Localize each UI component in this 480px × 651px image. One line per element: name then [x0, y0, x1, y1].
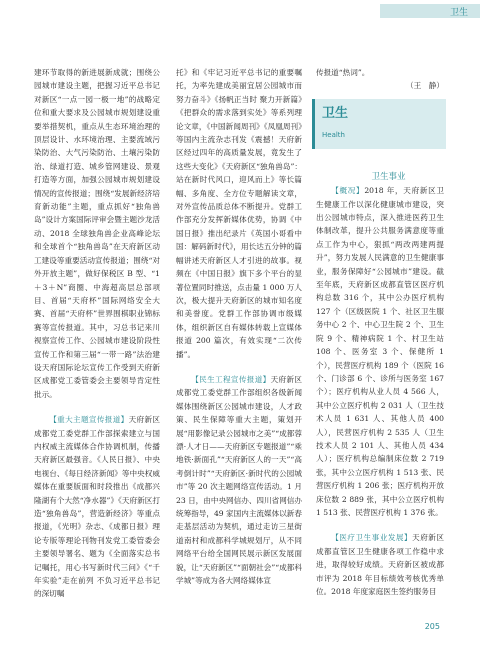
- paragraph: [34, 413, 160, 601]
- paragraph: [316, 531, 444, 598]
- section-tag: 【民生工程宣传报道】: [191, 374, 271, 384]
- column-1: [34, 66, 160, 601]
- section-heading: [316, 99, 444, 167]
- section-title: 卫生: [322, 105, 349, 121]
- paragraph: [176, 373, 302, 588]
- section-tag: 【医疗卫生事业发展】: [331, 533, 413, 543]
- paragraph: [316, 184, 444, 519]
- column-3: [316, 66, 444, 598]
- paragraph-text: 天府新区成都直管区卫生健康各项工作稳中求进，取得较好成绩。天府新区被成都市评为 2018 年目标绩效考核优秀单位。2018 年度家庭医生签约服务目: [316, 533, 444, 596]
- header-label: 卫生: [449, 8, 468, 18]
- section-tag: 【重大主题宣传报道】: [49, 415, 129, 425]
- paragraph-text: 天府新区成都党工委党群工作部组织各级新闻媒体围绕新区公园城市建设，人才政策、民生保障等重大主题，策划开展“用影像记录公园城市之美”“成都蓉漂·人才日——天府新区专题报道”“乘地铁·新面孔”“天府新区人的一天”“高考倒计时”“天府新区·新时代的公园城市”等 20 次主题网络宣传活动。1 月 23 日，由中央网信办、四川省网信办统筹指导，49 家国内主流媒体以新春走基层活动为契机，通过走访三星街道南村和成都科学城规划厅，从不同网络平台给全国网民展示新区发展面貌，让“天府新区”“面朝社会”“成都科学城”等成为各大网络媒体宣: [176, 374, 303, 586]
- section-tag: 【概况】: [331, 186, 365, 196]
- page-number: 205: [424, 622, 440, 631]
- paragraph-text: 天府新区成都党工委党群工作部探索建立与国内权威主流媒体合作协调机制，传播天府新区最强音。《人民日报》、中央电视台、《每日经济新闻》等中央权威媒体在重要版面和时段推出《成都兴隆湖有个大然“净水器”》《天府新区打造“独角兽岛”，营造新经济》等重点报道，《光明》杂志、《成都日报》理论专版等理论刊物刊发党工委管委会主要领导署名、题为《全面落实总书记嘱托，用心书写新时代三问》《“千年实验”走在前列 不负习近平总书记的深切嘱: [34, 415, 161, 599]
- paragraph-text: 2018 年，天府新区卫生健康工作以深化健康城市建设，突出公园城市特点，深入推进医药卫生体制改革，提升公共服务满意度等重点工作为中心，狠抓“两改两建两提升”，努力发展人民满意的卫生健康事业，服务保障好“公园城市”建设。截至年底，天府新区成都直管区医疗机构总数 316 个，其中公办医疗机构 127 个（区级医院 1 个、社区卫生服务中心 2 个、中心卫生院 2 个、卫生院 9 个、精神病院 1 个、村卫生站 108 个、医务室 3 个、保健所 1 个），民营医疗机构 189 个（医院 16 个、门诊部 6 个、诊所与医务室 167 个）；医疗机构从业人员 4 566 人，其中公立医疗机构 2 031 人（卫生技术人员 1 631 人、其他人员 400 人），民营医疗机构 2 535 人（卫生技术人员 2 101 人、其他人员 434 人）；医疗机构总编制床位数 2 719 张，其中公立医疗机构 1 513 张、民营医疗机构 1 206 张；医疗机构开放床位数 2 889 张，其中公立医疗机构 1 513 张、民营医疗机构 1 376 张。: [316, 186, 444, 517]
- paragraph: 建环节取得的新进展新成就；围绕公园城市建设主题，把握习近平总书记对新区“一点一园一极一地”的战略定位和重大要求及公园城市规划建设重要举措契机，重点从生态环境治理的顶层设计、水环境治理、主要流域污染防治、大气污染防治、土壤污染防治、绿道打造、城乡管网建设、景观打造等方面，加强公园城市规划建设情况的宣传报道；围绕“发展新经济培育新动能”主题，重点抓好“独角兽岛”设计方案国际评审会暨主题沙龙活动、2018 全球独角兽企业高峰论坛和全球首个“独角兽岛”在天府新区动工建设等重要活动宣传报道；围绕“对外开放主题”，做好保税区 B 型、“1＋3＋N”商圈、中海超高层总部项目、首届“天府杯”国际网络安全大赛、首届“天府杯”世界围棋职业锦标赛等宣传报道。其中，习总书记来川视察宣传工作、公园城市建设阶段性宣传工作和第三届“一带一路”法治建设天府国际论坛宣传工作受到天府新区成都党工委管委会主要领导肯定性批示。: [34, 68, 160, 399]
- author: （王 静）: [406, 81, 444, 91]
- running-header: [0, 0, 480, 26]
- paragraph: 传报道“热词”。: [316, 68, 370, 77]
- subsection-title: 卫生事业: [371, 171, 406, 182]
- paragraph: 托》和《牢记习近平总书记的重要嘱托，为率先建成美丽宜居公园城市而努力奋斗》《扬帆正当时 聚力开新篇》《把群众的需求落到实处》等系列理论文章，《中国新闻周刊》《凤凰周刊》等国内主流杂志刊发《震撼！天府新区经过四年的高质量发展，竟发生了这些大变化》《天府新区“独角兽岛”：站在新时代风口，迎风而上》等长篇幅、多角度、全方位专题解读文章，对外宣传品质总体不断提升。党群工作部充分发挥新媒体优势，协调《中国日报》推出纪录片《英国小哥看中国：解码新时代》，用长达五分钟的篇幅讲述天府新区人才引进的故事。视频在《中国日报》旗下多个平台的显著位置同时推送，点击量 1 000 万人次，极大提升天府新区的城市知名度和美誉度。党群工作部协调市级媒体，组织新区自有媒体转载上宣媒体报道 200 篇次，有效实现“二次传播”。: [176, 68, 302, 359]
- section-title-en: Health: [322, 130, 345, 139]
- column-2: [176, 66, 302, 587]
